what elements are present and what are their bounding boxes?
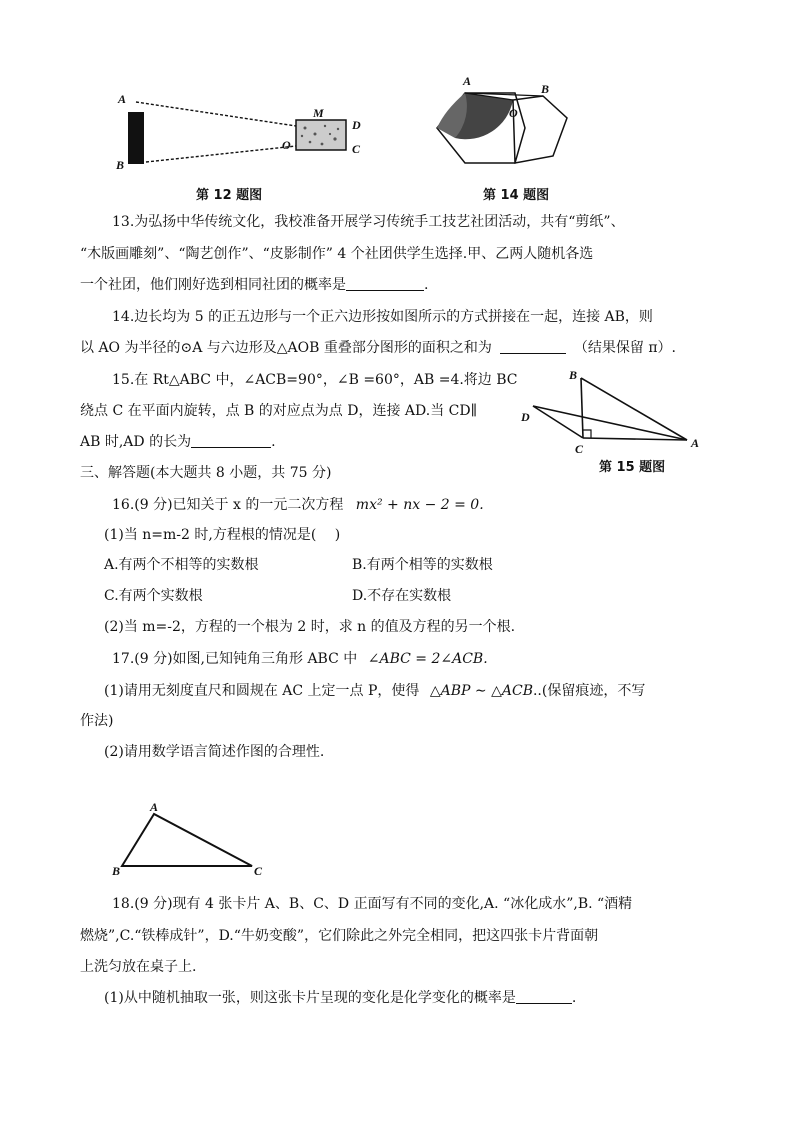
fig14-caption: 第 14 题图 — [483, 188, 550, 203]
q17-stem — [112, 649, 488, 669]
figure-15-diagram — [515, 368, 705, 458]
fig12-caption: 第 12 题图 — [196, 188, 263, 203]
q15-line3-text: AB 时,AD 的长为 — [80, 434, 192, 450]
q18-part1-text: (1)从中随机抽取一张，则这张卡片呈现的变化是化学变化的概率是 — [104, 990, 516, 1006]
q14-line2-end: （结果保留 π）. — [573, 340, 676, 356]
q15-line1: 15.在 Rt△ABC 中，∠ACB=90°，∠B =60°，AB =4.将边 BC — [112, 372, 518, 388]
q16-stem-text: 16.(9 分)已知关于 x 的一元二次方程 — [112, 497, 344, 513]
q17-part1-math: △ABP ∼ △ACB — [429, 683, 533, 699]
q13-line1: 13.为弘扬中华传统文化，我校准备开展学习传统手工技艺社团活动，共有“剪纸”、 — [112, 214, 625, 230]
q17-stem-math: ∠ABC = 2∠ACB. — [367, 651, 488, 667]
q16-part2: (2)当 m=-2，方程的一个根为 2 时，求 n 的值及方程的另一个根. — [104, 619, 516, 635]
q18-answer-blank — [516, 989, 572, 1004]
q14-line1: 14.边长均为 5 的正五边形与一个正六边形按如图所示的方式拼接在一起，连接 AB，则 — [112, 309, 653, 325]
section-3-heading: 三、解答题(本大题共 8 小题，共 75 分) — [80, 465, 332, 481]
fig14-label-O: O — [509, 106, 518, 120]
figure-17 — [110, 800, 280, 880]
fig12-label-D: D — [352, 118, 361, 132]
q13-line2: “木版画雕刻”、“陶艺创作”、“皮影制作” 4 个社团供学生选择.甲、乙两人随机各选 — [80, 246, 594, 262]
q17-stem-text: 17.(9 分)如图,已知钝角三角形 ABC 中 — [112, 651, 358, 667]
fig17-label-B: B — [112, 864, 121, 878]
fig15-label-A: A — [691, 436, 700, 450]
q17-part2: (2)请用数学语言简述作图的合理性. — [104, 744, 325, 760]
figure-12 — [110, 84, 370, 204]
fig14-label-B: B — [541, 82, 550, 96]
fig15-label-D: D — [521, 410, 530, 424]
q17-part1-text: (1)请用无刻度直尺和圆规在 AC 上定一点 P，使得 — [104, 683, 420, 699]
q17-part1-cont: 作法) — [80, 713, 114, 729]
fig12-label-M: M — [313, 106, 324, 120]
q18-part1-end: . — [571, 990, 577, 1006]
q15-line3-end: . — [271, 434, 276, 450]
fig12-label-C: C — [352, 142, 361, 156]
q16-option-c: C.有两个实数根 — [104, 588, 203, 604]
fig12-label-B: B — [116, 158, 125, 172]
fig17-label-C: C — [254, 864, 263, 878]
q14-line2-text: 以 AO 为半径的⊙A 与六边形及△AOB 重叠部分图形的面积之和为 — [80, 340, 492, 356]
fig12-label-A: A — [118, 92, 127, 106]
fig15-label-C: C — [575, 442, 584, 456]
q17-part1-text-b: ..(保留痕迹，不写 — [532, 683, 646, 699]
q18-line1: 18.(9 分)现有 4 张卡片 A、B、C、D 正面写有不同的变化,A. “冰化成水”,B. “酒精 — [112, 896, 633, 912]
q15-line2: 绕点 C 在平面内旋转，点 B 的对应点为点 D，连接 AD.当 CD∥ — [80, 403, 478, 419]
fig12-label-O: O — [282, 138, 291, 152]
q18-line3: 上洗匀放在桌子上. — [80, 959, 197, 975]
q13-line3 — [80, 275, 428, 295]
fig15-caption: 第 15 题图 — [599, 460, 666, 475]
q14-answer-blank — [500, 339, 566, 354]
figure-14-diagram — [425, 78, 615, 183]
q13-answer-blank — [346, 276, 424, 291]
q13-line3-end: . — [424, 277, 429, 293]
q18-part1 — [104, 988, 576, 1008]
q17-part1 — [104, 681, 645, 701]
fig17-label-A: A — [150, 800, 159, 814]
q16-option-b: B.有两个相等的实数根 — [352, 557, 493, 573]
q16-option-a: A.有两个不相等的实数根 — [104, 557, 259, 573]
q15-answer-blank — [191, 433, 271, 448]
q13-line3-text: 一个社团，他们刚好选到相同社团的概率是 — [80, 277, 346, 293]
q16-stem — [112, 495, 484, 515]
figure-14 — [425, 74, 615, 208]
figure-15 — [515, 368, 705, 478]
q15-line3 — [80, 432, 276, 452]
q18-line2: 燃烧”,C.“铁棒成针”，D.“牛奶变酸”，它们除此之外完全相同，把这四张卡片背面朝 — [80, 928, 599, 944]
q14-line2 — [80, 338, 676, 358]
q16-equation: mx² + nx − 2 = 0. — [355, 497, 484, 513]
q16-option-d: D.不存在实数根 — [352, 588, 452, 604]
fig15-label-B: B — [569, 368, 578, 382]
figure-12-diagram — [110, 84, 370, 184]
fig14-label-A: A — [463, 74, 472, 88]
q16-part1: (1)当 n=m-2 时,方程根的情况是( ) — [104, 527, 341, 543]
